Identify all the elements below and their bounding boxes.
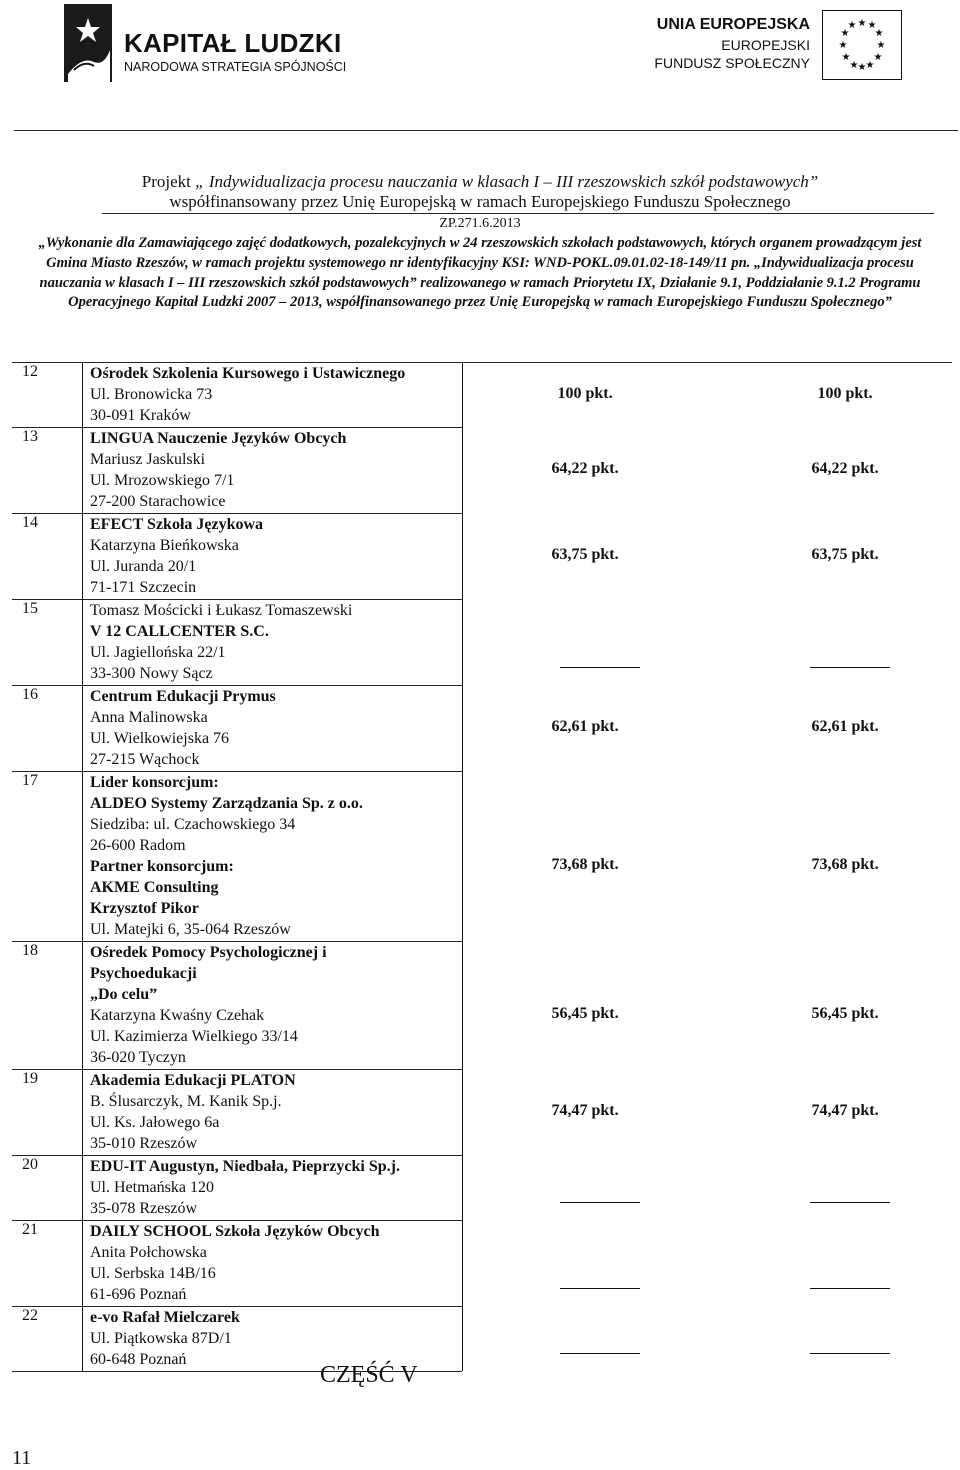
offeror-line: Siedziba: ul. Czachowskiego 34	[90, 816, 296, 833]
offeror-line: 33-300 Nowy Sącz	[90, 665, 213, 682]
score-empty-line	[810, 1202, 890, 1203]
offeror-line: DAILY SCHOOL Szkoła Języków Obcych	[90, 1223, 380, 1240]
offeror-line: Ośrodek Szkolenia Kursowego i Ustawicznego	[90, 365, 406, 382]
score-total: 74,47 pkt.	[811, 1102, 879, 1119]
score-empty-line	[560, 1288, 640, 1289]
contract-description: „Wykonanie dla Zamawiającego zajęć dodatkowych, pozalekcyjnych w 24 rzeszowskich szkołach podstawowych, których organem prowadzącym jest Gmina Miasto Rzeszów, w ramach projektu systemowego nr identyfikacyjny KSI: WND-POKL.09.01.02-18-149/11 pn. „Indywidualizacja procesu nauczania w klasach I – III rzeszowskich szkół podstawowych” realizowanego w ramach Priorytetu IX, Działanie 9.1, Poddziałanie 9.1.2 Programu Operacyjnego Kapitał Ludzki 2007 – 2013, współfinansowanego przez Unię Europejską w ramach Europejskiego Funduszu Społecznego”	[38, 235, 922, 311]
offeror-info	[90, 514, 460, 598]
offeror-line: Katarzyna Bieńkowska	[90, 537, 239, 554]
svg-text:★: ★	[857, 18, 867, 29]
reference-number: ZP.271.6.2013	[439, 216, 521, 231]
score-empty-line	[810, 1353, 890, 1354]
offeror-line: AKME Consulting	[90, 879, 219, 896]
offeror-line: 35-078 Rzeszów	[90, 1200, 198, 1217]
offeror-line: Ul. Bronowicka 73	[90, 386, 213, 403]
offeror-line: ALDEO Systemy Zarządzania Sp. z o.o.	[90, 795, 363, 812]
eu-logo-line2: EUROPEJSKI	[721, 37, 810, 53]
kapital-ludzki-title: KAPITAŁ LUDZKI	[124, 28, 342, 58]
score-criterion-1: 74,47 pkt.	[551, 1102, 619, 1119]
row-number: 17	[22, 772, 38, 789]
svg-text:★: ★	[865, 60, 875, 71]
offeror-line: Akademia Edukacji PLATON	[90, 1072, 296, 1089]
project-name: „ Indywidualizacja procesu nauczania w klasach I – III rzeszowskich szkół podstawowych”	[195, 172, 819, 191]
kapital-ludzki-logo	[64, 4, 364, 84]
offeror-info	[90, 1070, 460, 1154]
offeror-line: Krzysztof Pikor	[90, 900, 199, 917]
score-total: 56,45 pkt.	[811, 1005, 879, 1022]
row-number: 16	[22, 686, 38, 703]
offeror-line: 27-200 Starachowice	[90, 493, 226, 510]
eu-logo-line3: FUNDUSZ SPOŁECZNY	[654, 55, 810, 71]
eu-logo-line1: UNIA EUROPEJSKA	[656, 16, 810, 33]
row-number: 14	[22, 514, 38, 531]
offeror-line: EDU-IT Augustyn, Niedbała, Pieprzycki Sp.j.	[90, 1158, 400, 1175]
score-criterion-1: 100 pkt.	[557, 385, 613, 402]
offeror-line: Anita Połchowska	[90, 1244, 207, 1261]
offeror-line: 27-215 Wąchock	[90, 751, 200, 768]
score-empty-line	[560, 1202, 640, 1203]
page-number: 11	[12, 1447, 32, 1469]
offeror-line: EFECT Szkoła Językowa	[90, 516, 264, 533]
part-heading: CZĘŚĆ V	[320, 1362, 418, 1388]
svg-text:★: ★	[874, 28, 884, 39]
offeror-line: „Do celu”	[90, 986, 158, 1003]
offeror-info	[90, 600, 460, 684]
offeror-line: Psychoedukacji	[90, 965, 197, 982]
svg-text:★: ★	[873, 52, 883, 63]
offeror-line: 61-696 Poznań	[90, 1286, 187, 1303]
offeror-line: 36-020 Tyczyn	[90, 1049, 186, 1066]
offeror-line: Ul. Matejki 6, 35-064 Rzeszów	[90, 921, 291, 938]
eu-logo	[650, 10, 910, 80]
kapital-ludzki-flag-icon	[64, 4, 112, 82]
score-criterion-1: 73,68 pkt.	[551, 856, 619, 873]
row-number: 12	[22, 363, 38, 380]
offeror-info	[90, 1221, 460, 1305]
offeror-line: Ul. Kazimierza Wielkiego 33/14	[90, 1028, 298, 1045]
offeror-line: Centrum Edukacji Prymus	[90, 688, 276, 705]
offeror-line: 30-091 Kraków	[90, 407, 191, 424]
score-empty-line	[560, 667, 640, 668]
header-divider	[14, 130, 958, 131]
score-empty-line	[810, 667, 890, 668]
offeror-line: e-vo Rafał Mielczarek	[90, 1309, 240, 1326]
score-criterion-1: 62,61 pkt.	[551, 718, 619, 735]
offeror-line: Ul. Hetmańska 120	[90, 1179, 214, 1196]
kapital-ludzki-subtitle: NARODOWA STRATEGIA SPÓJNOŚCI	[124, 60, 347, 74]
offeror-line: Tomasz Mościcki i Łukasz Tomaszewski	[90, 602, 353, 619]
offeror-line: Ul. Juranda 20/1	[90, 558, 197, 575]
offeror-line: Mariusz Jaskulski	[90, 451, 206, 468]
project-funding: współfinansowany przez Unię Europejską w ramach Europejskiego Funduszu Społecznego	[169, 192, 791, 211]
score-total: 63,75 pkt.	[811, 546, 879, 563]
offeror-line: B. Ślusarczyk, M. Kanik Sp.j.	[90, 1093, 282, 1110]
eu-stars-icon	[822, 10, 902, 80]
score-total: 62,61 pkt.	[811, 718, 879, 735]
svg-text:★: ★	[857, 62, 867, 73]
offeror-line: Partner konsorcjum:	[90, 858, 234, 875]
svg-text:★: ★	[840, 28, 850, 39]
score-empty-line	[560, 1353, 640, 1354]
svg-text:★: ★	[876, 40, 886, 51]
offeror-line: Ul. Serbska 14B/16	[90, 1265, 216, 1282]
offeror-line: Anna Malinowska	[90, 709, 208, 726]
row-number: 22	[22, 1307, 38, 1324]
project-title	[0, 172, 960, 192]
offeror-line: 35-010 Rzeszów	[90, 1135, 198, 1152]
row-number: 20	[22, 1156, 38, 1173]
offeror-line: Lider konsorcjum:	[90, 774, 219, 791]
offeror-info	[90, 428, 460, 512]
offeror-line: 60-648 Poznań	[90, 1351, 187, 1368]
offeror-line: V 12 CALLCENTER S.C.	[90, 623, 269, 640]
row-number: 13	[22, 428, 38, 445]
score-criterion-1: 64,22 pkt.	[551, 460, 619, 477]
offeror-line: Ośredek Pomocy Psychologicznej i	[90, 944, 327, 961]
offeror-info	[90, 1156, 460, 1219]
score-empty-line	[810, 1288, 890, 1289]
offeror-info	[90, 363, 460, 426]
row-number: 19	[22, 1070, 38, 1087]
project-prefix: Projekt	[141, 172, 196, 191]
svg-text:★: ★	[867, 20, 877, 31]
offeror-line: 26-600 Radom	[90, 837, 186, 854]
offeror-line: Ul. Jagiellońska 22/1	[90, 644, 226, 661]
svg-text:★: ★	[849, 60, 859, 71]
project-divider	[102, 213, 934, 214]
column-divider	[82, 362, 83, 1371]
row-number: 15	[22, 600, 38, 617]
offeror-info	[90, 686, 460, 770]
offeror-line: Ul. Wielkowiejska 76	[90, 730, 230, 747]
score-total: 100 pkt.	[817, 385, 873, 402]
svg-text:★: ★	[838, 40, 848, 51]
row-number: 18	[22, 942, 38, 959]
row-number: 21	[22, 1221, 38, 1238]
score-total: 73,68 pkt.	[811, 856, 879, 873]
offeror-line: Ul. Ks. Jałowego 6a	[90, 1114, 220, 1131]
offeror-line: Ul. Piątkowska 87D/1	[90, 1330, 232, 1347]
score-criterion-1: 56,45 pkt.	[551, 1005, 619, 1022]
score-criterion-1: 63,75 pkt.	[551, 546, 619, 563]
offeror-line: LINGUA Nauczenie Języków Obcych	[90, 430, 347, 447]
offeror-line: Katarzyna Kwaśny Czehak	[90, 1007, 265, 1024]
offeror-info	[90, 942, 460, 1068]
offeror-line: 71-171 Szczecin	[90, 579, 197, 596]
offeror-line: Ul. Mrozowskiego 7/1	[90, 472, 235, 489]
svg-text:★: ★	[841, 52, 851, 63]
offeror-info	[90, 772, 460, 940]
score-total: 64,22 pkt.	[811, 460, 879, 477]
offeror-info	[90, 1307, 460, 1370]
svg-text:★: ★	[847, 20, 857, 31]
column-divider	[462, 362, 463, 1371]
